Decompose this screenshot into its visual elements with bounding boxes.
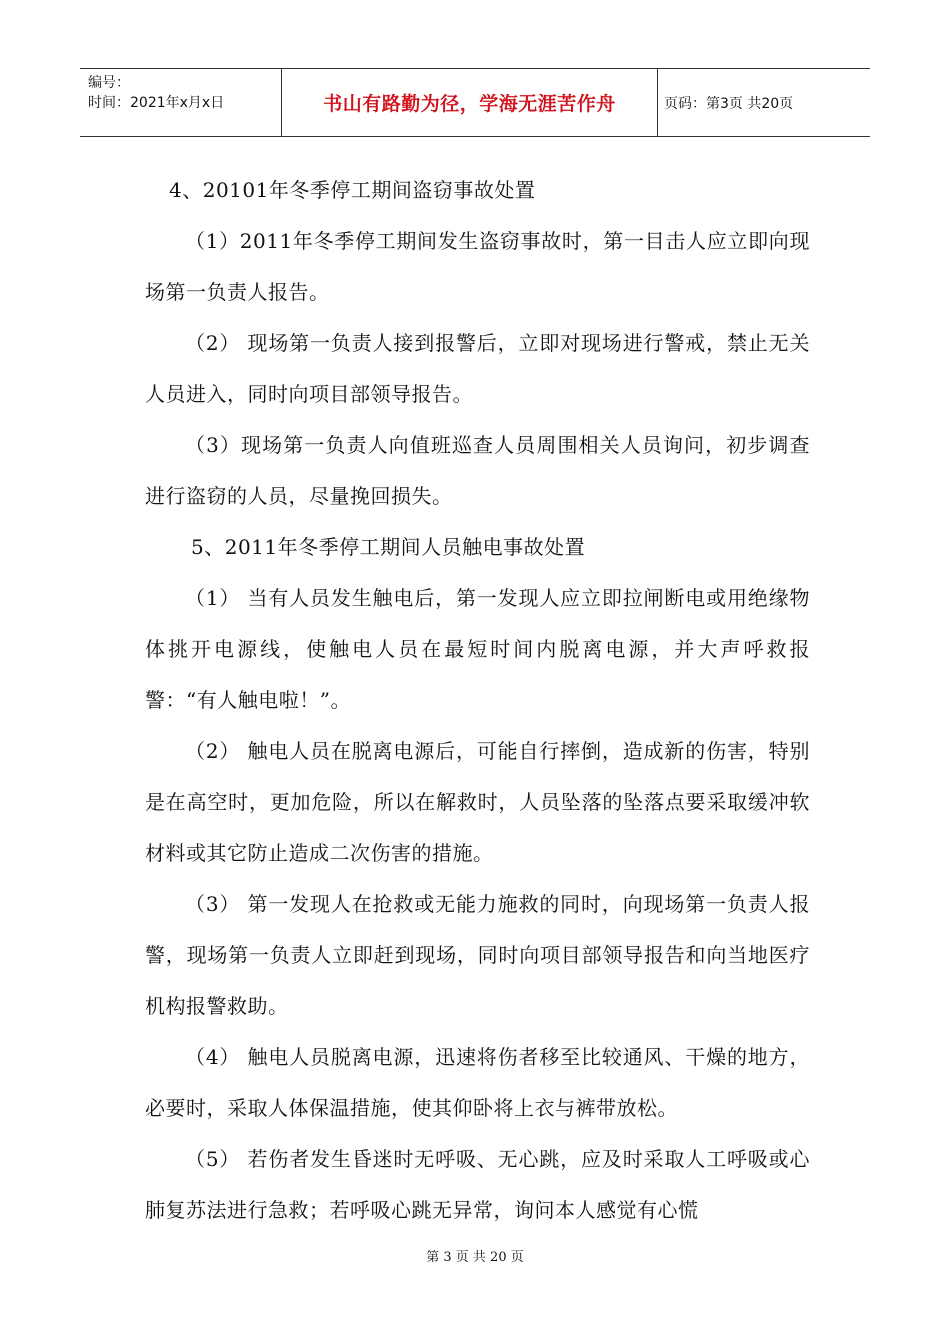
time-label: 时间：2021年x月x日: [88, 95, 225, 111]
header-meta: [80, 69, 282, 136]
paragraph: （3）现场第一负责人向值班巡查人员周围相关人员询问，初步调查进行盗窃的人员，尽量挽回损失。: [145, 433, 810, 508]
header-page-label: 页码：第3页 共20页: [664, 95, 794, 112]
paragraph: （3） 第一发现人在抢救或无能力施救的同时，向现场第一负责人报警，现场第一负责人立即赶到现场，同时向项目部领导报告和向当地医疗机构报警救助。: [145, 892, 810, 1018]
paragraph: 4、20101年冬季停工期间盗窃事故处置: [169, 178, 536, 202]
paragraph: （5） 若伤者发生昏迷时无呼吸、无心跳，应及时采取人工呼吸或心肺复苏法进行急救；若呼吸心跳无异常，询问本人感觉有心慌: [145, 1147, 810, 1222]
paragraph: （1）2011年冬季停工期间发生盗窃事故时，第一目击人应立即向现场第一负责人报告。: [145, 229, 810, 304]
header-motto: 书山有路勤为径，学海无涯苦作舟: [282, 69, 658, 136]
paragraph: 5、2011年冬季停工期间人员触电事故处置: [191, 535, 586, 559]
document-body: [145, 165, 810, 1236]
number-label: 编号：: [88, 75, 130, 91]
paragraph: （1） 当有人员发生触电后，第一发现人应立即拉闸断电或用绝缘物体挑开电源线，使触电人员在最短时间内脱离电源，并大声呼救报警：“有人触电啦！”。: [145, 586, 810, 712]
paragraph: （4） 触电人员脱离电源，迅速将伤者移至比较通风、干燥的地方，必要时，采取人体保温措施，使其仰卧将上衣与裤带放松。: [145, 1045, 810, 1120]
paragraph: （2） 触电人员在脱离电源后，可能自行摔倒，造成新的伤害，特别是在高空时，更加危险，所以在解救时，人员坠落的坠落点要采取缓冲软材料或其它防止造成二次伤害的措施。: [145, 739, 810, 865]
page-header: [80, 68, 870, 137]
paragraph: （2） 现场第一负责人接到报警后，立即对现场进行警戒，禁止无关人员进入，同时向项目部领导报告。: [145, 331, 810, 406]
page-footer: 第 3 页 共 20 页: [426, 1250, 524, 1265]
